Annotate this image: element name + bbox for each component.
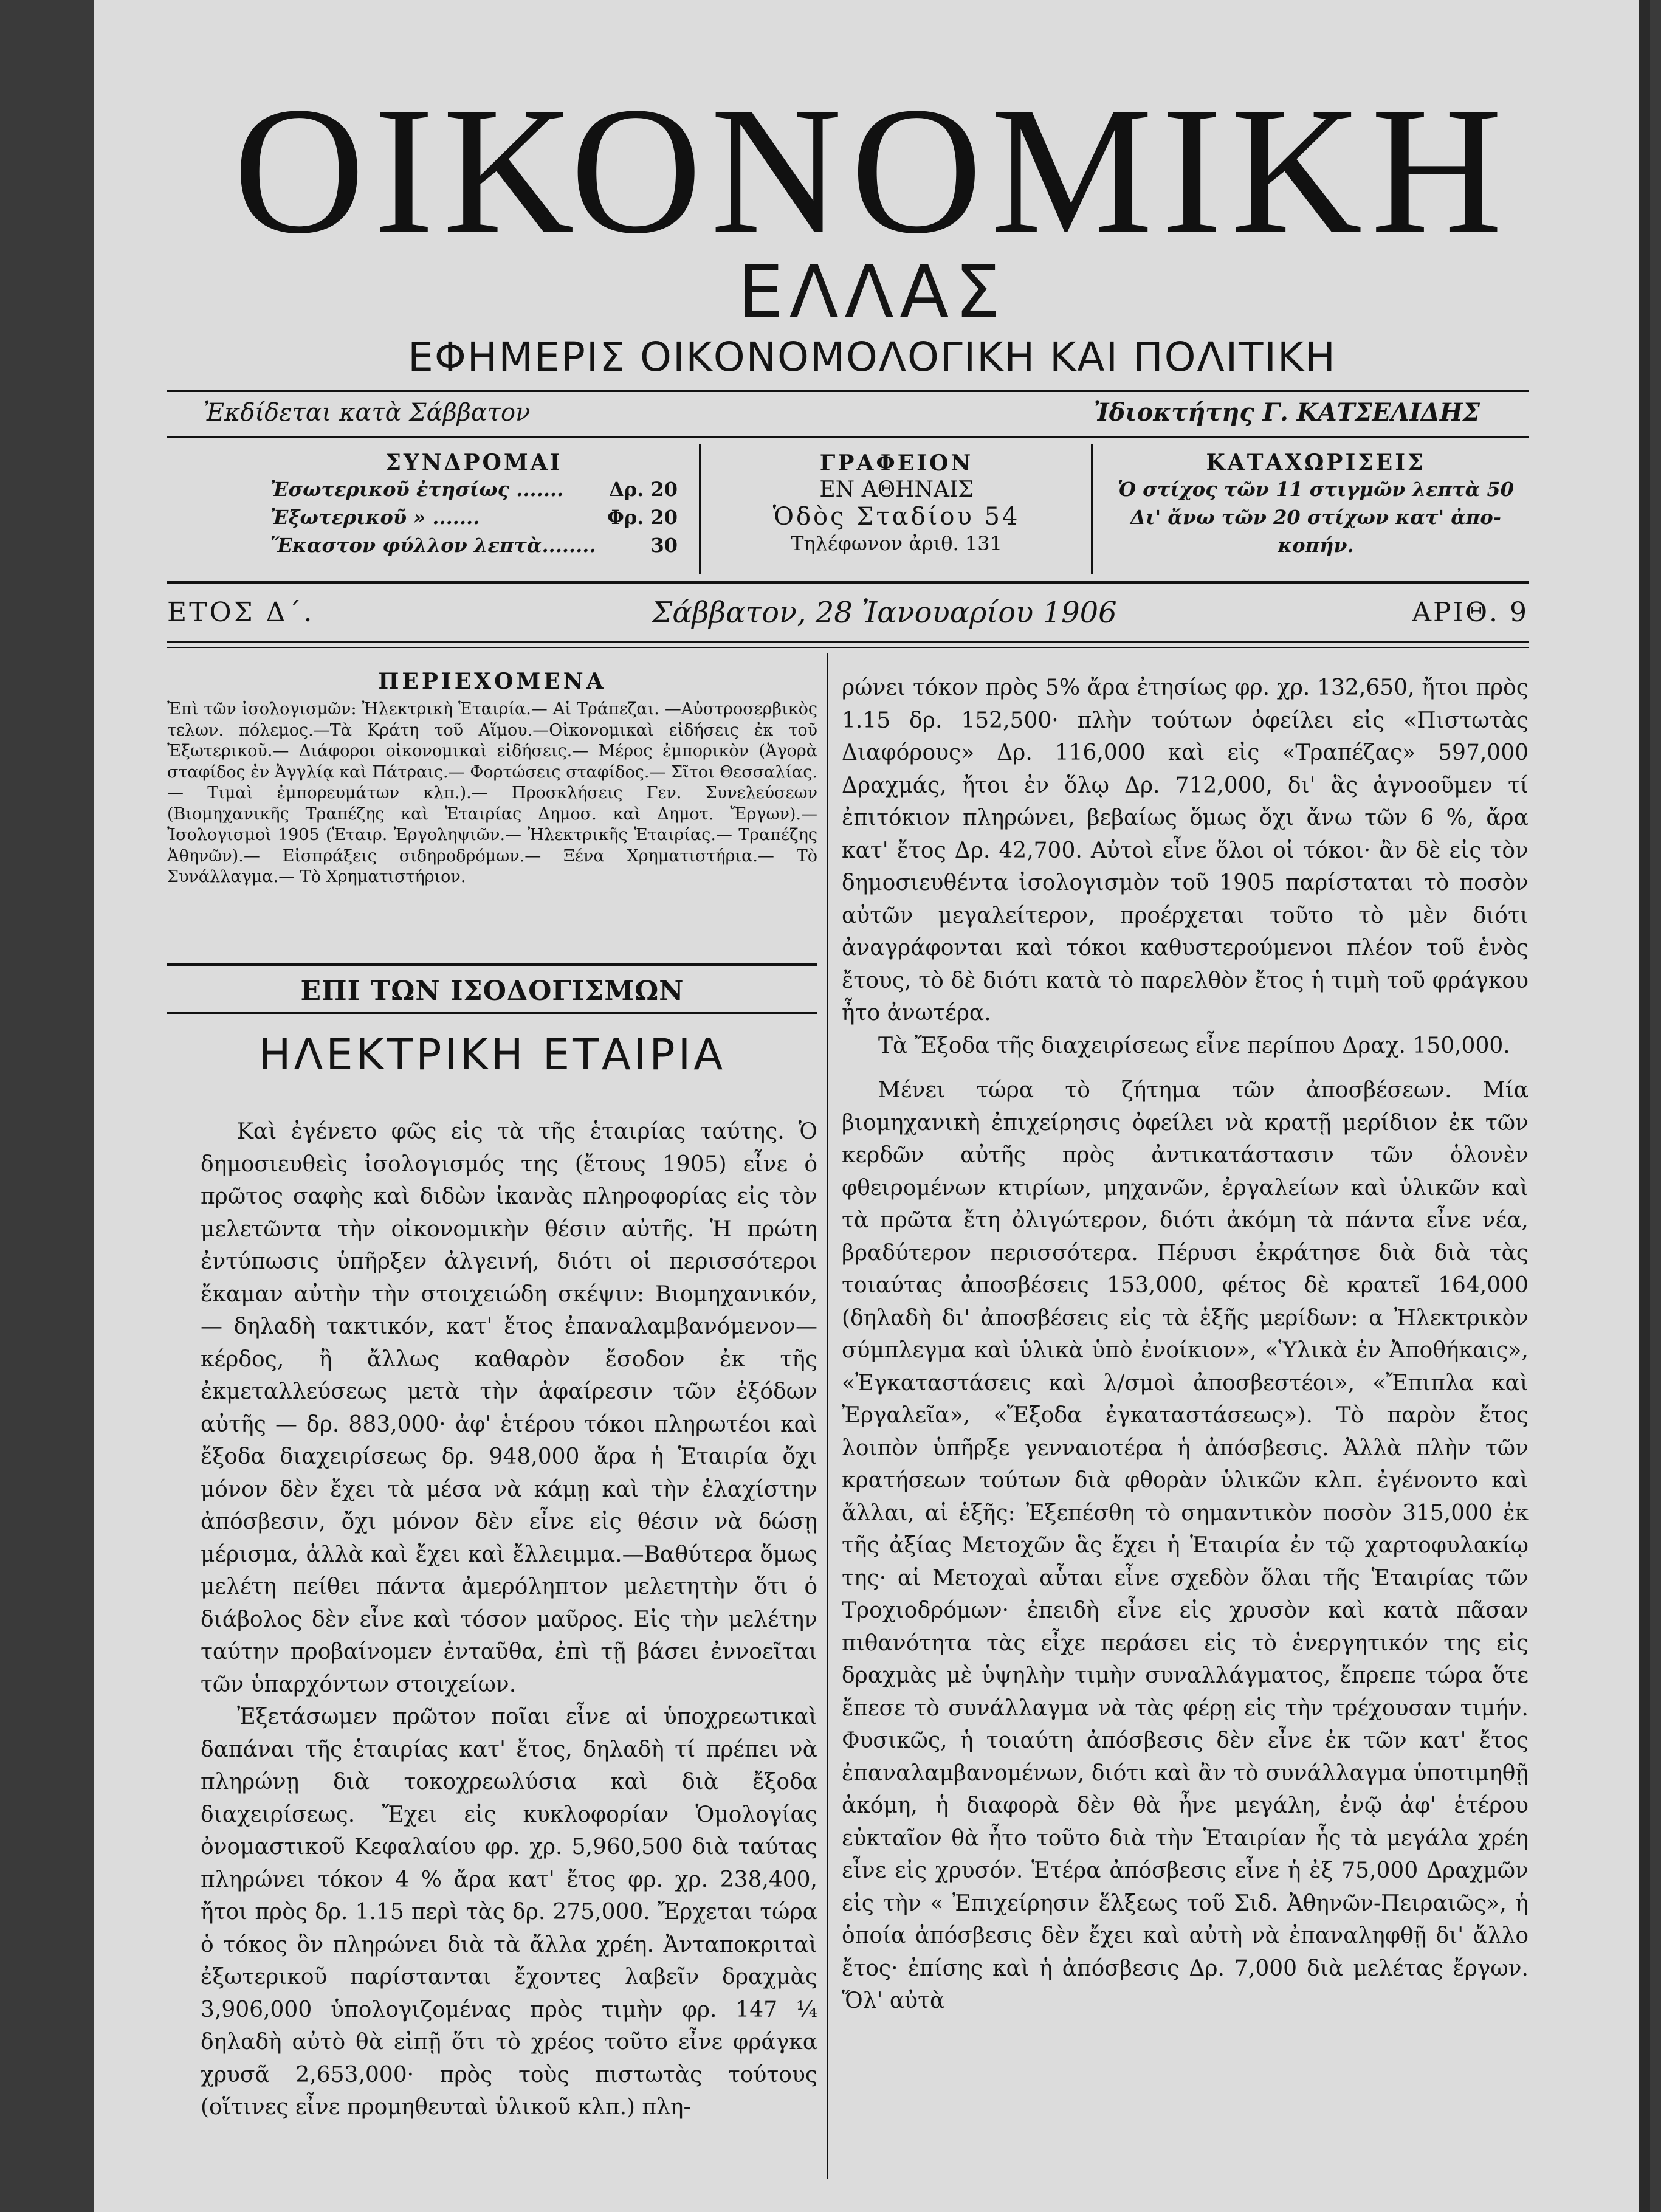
- office-city: ΕΝ ΑΘΗΝΑΙΣ: [819, 477, 974, 502]
- year-label: ΕΤΟΣ Δ΄.: [167, 597, 315, 628]
- owner-line: Ἰδιοκτήτης Γ. ΚΑΤΣΕΛΙΔΗΣ: [1093, 398, 1480, 427]
- header-rule: [167, 390, 1529, 392]
- article-paragraph: Τὰ Ἔξοδα τῆς διαχειρίσεως εἶνε περίπου Δραχ. 150,000.: [878, 1033, 1510, 1058]
- subscription-row: Ἕκαστον φύλλον λεπτὰ........ 30: [270, 534, 678, 557]
- info-divider: [699, 444, 701, 574]
- info-top-rule: [167, 436, 1529, 438]
- article-right-column: [842, 672, 1529, 2017]
- info-bottom-rule: [167, 581, 1529, 584]
- ads-line: Ὁ στίχος τῶν 11 στιγμῶν λεπτὰ 50: [1118, 478, 1514, 501]
- contents-text: Ἐπὶ τῶν ἰσολογισμῶν: Ἠλεκτρικὴ Ἑταιρία.— Αἱ Τράπεζαι. —Αὐστροσερβικὸς τελων. πόλεμος.—Τὰ Κράτη τοῦ Αἵμου.—Οἰκονομικαὶ εἰδήσεις ἐκ τοῦ Ἐξωτερικοῦ.— Διάφοροι οἰκονομικαὶ εἰδήσεις.— Μέρος ἐμπορικὸν (Ἀγορὰ σταφίδος ἐν Ἀγγλίᾳ καὶ Πάτραις.— Φορτώσεις σταφίδος.— Σῖτοι Θεσσαλίας.— Τιμαὶ ἐμπορευμάτων κλπ.).— Προσκλήσεις Γεν. Συνελεύσεων (Βιομηχανικῆς Τραπέζης καὶ Ἑταιρίας Δημοσ. καὶ Δημοτ. Ἔργων).— Ἰσολογισμοὶ 1905 (Ἑταιρ. Ἐργοληψιῶν.— Ἠλεκτρικῆς Ἑταιρίας.— Τραπέζης Ἀθηνῶν).— Εἰσπράξεις σιδηροδρόμων.— Ξένα Χρηματιστήρια.— Τὸ Συνάλλαγμα.— Τὸ Χρηματιστήριον.: [167, 700, 817, 886]
- article-paragraph: Μένει τώρα τὸ ζήτημα τῶν ἀποσβέσεων. Μία βιομηχανικὴ ἐπιχείρησις ὀφείλει νὰ κρατῇ μερίδιον ἐκ τῶν κερδῶν αὐτῆς πρὸς ἀντικατάστασιν τῶν ὁλονὲν φθειρομένων κτιρίων, μηχανῶν, ἐργαλείων καὶ ὑλικῶν καὶ τὰ πρῶτα ἔτη ὀλιγώτερον, διότι ἀκόμη τὰ πάντα εἶνε νέα, βραδύτερον περισσότερα. Πέρυσι ἐκράτησε διὰ διὰ τὰς τοιαύτας ἀποσβέσεις 153,000, φέτος δὲ κρατεῖ 164,000 (δηλαδὴ δι' ἀποσβέσεις εἰς τὰ ἑξῆς μερίδων: α Ἠλεκτρικὸν σύμπλεγμα καὶ ὑλικὰ ὑπὸ ἐνοίκιον», «Ὑλικὰ ἐν Ἀποθήκαις», «Ἐγκαταστάσεις καὶ λ/σμοὶ ἀποσβεστέοι», «Ἔπιπλα καὶ Ἐργαλεῖα», «Ἔξοδα ἐγκαταστάσεως»). Τὸ παρὸν ἔτος λοιπὸν ὑπῆρξε γενναιοτέρα ἡ ἀπόσβεσις. Ἀλλὰ πλὴν τῶν κρατήσεων τούτων διὰ φθορὰν ὑλικῶν κλπ. ἐγένοντο καὶ ἄλλαι, αἱ ἑξῆς: Ἐξεπέσθη τὸ σημαντικὸν ποσὸν 315,000 ἐκ τῆς ἀξίας Μετοχῶν ἃς ἔχει ἡ Ἑταιρία ἐν τῷ χαρτοφυλακίῳ της· αἱ Μετοχαὶ αὗται εἶνε σχεδὸν ὅλαι τῆς Ἑταιρίας τῶν Τροχιοδρόμων· ἐπειδὴ εἶνε εἰς χρυσὸν καὶ κατὰ πᾶσαν πιθανότητα τὰς εἶχε περάσει εἰς τὸ ἐνεργητικόν της εἰς δραχμὰς μὲ ὑψηλὴν τιμὴν συναλλάγματος, ἔπρεπε τώρα ὅτε ἔπεσε τὸ συνάλλαγμα νὰ τὰς φέρῃ εἰς τὴν τρέχουσαν τιμήν. Φυσικῶς, ἡ τοιαύτη ἀπόσβεσις δὲν εἶνε ἐκ τῶν κατ' ἔτος ἐπαναλαμβανομένων, διότι καὶ ἂν τὸ συνάλλαγμα ὑποτιμηθῇ ἀκόμη, ἡ διαφορὰ δὲν θὰ ἦνε μεγάλη, ἐνῷ ἀφ' ἑτέρου εὐκταῖον θὰ ἦτο τοῦτο διὰ τὴν Ἑταιρίαν ἧς τὰ μεγάλα χρέη εἶνε εἰς χρυσόν. Ἑτέρα ἀπόσβεσις εἶνε ἡ ἐξ 75,000 Δραχμῶν εἰς τὴν « Ἐπιχείρησιν ἕλξεως τοῦ Σιδ. Ἀθηνῶν-Πειραιῶς», ἡ ὁποία ἀπόσβεσις δὲν ἔχει καὶ αὐτὴ νὰ ἐπαναληφθῇ δι' ἄλλο ἔτος· ἐπίσης καὶ ἡ ἀπόσβεσις Δρ. 7,000 διὰ μελέτας ἔργων. Ὅλ' αὐτὰ: [842, 1078, 1529, 2013]
- article-kicker: ΕΠΙ ΤΩΝ ΙΣΟΔΟΓΙΣΜΩΝ: [300, 976, 684, 1007]
- ads-box: [1103, 450, 1529, 559]
- article-paragraph: ρώνει τόκον πρὸς 5% ἄρα ἐτησίως φρ. χρ. 132,650, ἤτοι πρὸς 1.15 δρ. 152,500· πλὴν τούτων ὀφείλει εἰς «Πιστωτὰς Διαφόρους» Δρ. 116,000 καὶ εἰς «Τραπέζας» 597,000 Δραχμάς, ἤτοι ἐν ὅλῳ Δρ. 712,000, δι' ἃς ἀγνοοῦμεν τί ἐπιτόκιον πληρώνει, βεβαίως ὅμως ὄχι ἄνω τῶν 6 %, ἄρα κατ' ἔτος Δρ. 42,700. Αὐτοὶ εἶνε ὅλοι οἱ τόκοι· ἂν δὲ εἰς τὸν δημοσιευθέντα ἰσολογισμὸν τοῦ 1905 παρίσταται τὸ ποσὸν αὐτῶν μεγαλείτερον, προέρχεται τοῦτο τὸ μὲν διότι ἀναγράφονται καὶ τόκοι καθυστερούμενοι πλέον τοῦ ἑνὸς ἔτους, τὸ δὲ διότι κατὰ τὸ παρελθὸν ἔτος ἡ τιμὴ τοῦ φράγκου ἦτο ἀνωτέρα.: [842, 675, 1529, 1025]
- article-paragraph: Ἐξετάσωμεν πρῶτον ποῖαι εἶνε αἱ ὑποχρεωτικαὶ δαπάναι τῆς ἑταιρίας κατ' ἔτος, δηλαδὴ τί πρέπει νὰ πληρώνῃ διὰ τοκοχρεωλύσια καὶ διὰ ἔξοδα διαχειρίσεως. Ἔχει εἰς κυκλοφορίαν Ὁμολογίας ὀνομαστικοῦ Κεφαλαίου φρ. χρ. 5,960,500 διὰ ταύτας πληρώνει τόκον 4 % ἄρα κατ' ἔτος φρ. χρ. 238,400, ἤτοι πρὸς δρ. 1.15 περὶ τὰς δρ. 275,000. Ἔρχεται τώρα ὁ τόκος ὃν πληρώνει διὰ τὰ ἄλλα χρέη. Ἀνταποκριταὶ ἐξωτερικοῦ παρίστανται ἔχοντες λαβεῖν δραχμὰς 3,906,000 ὑπολογιζομένας πρὸς τιμὴν φρ. 147 ¼ δηλαδὴ αὐτὸ θὰ εἰπῇ ὅτι τὸ χρέος τοῦτο εἶνε φράγκα χρυσᾶ 2,653,000· πρὸς τοὺς πιστωτὰς τούτους (οἵτινες εἶνε προμηθευταὶ ὑλικοῦ κλπ.) πλη-: [201, 1704, 817, 2120]
- contents-rule: [167, 963, 817, 966]
- page-edge: [1639, 0, 1650, 2212]
- article-headline: ΗΛΕΚΤΡΙΚΗ ΕΤΑΙΡΙΑ: [258, 1030, 726, 1080]
- office-street: Ὁδὸς Σταδίου 54: [772, 503, 1020, 531]
- ads-line: Δι' ἄνω τῶν 20 στίχων κατ' ἀπο-: [1130, 506, 1501, 529]
- subscription-row: Ἐξωτερικοῦ » ....... Φρ. 20: [270, 506, 678, 529]
- info-divider: [1091, 444, 1093, 574]
- contents-title: ΠΕΡΙΕΧΟΜΕΝΑ: [378, 669, 607, 694]
- article-left-column: [201, 1115, 817, 2124]
- article-paragraph: Καὶ ἐγένετο φῶς εἰς τὰ τῆς ἑταιρίας ταύτης. Ὁ δημοσιευθεὶς ἰσολογισμός της (ἔτους 1905) εἶνε ὁ πρῶτος σαφὴς καὶ διδὼν ἱκανὰς πληροφορίας εἰς τὸν μελετῶντα τὴν οἰκονομικὴν θέσιν αὐτῆς. Ἡ πρώτη ἐντύπωσις ὑπῆρξεν ἀλγεινή, διότι οἱ περισσότεροι ἔκαμαν αὐτὴν τὴν στοιχειώδη σκέψιν: Βιομηχανικόν,— δηλαδὴ τακτικόν, κατ' ἔτος ἐπαναλαμβανόμενον— κέρδος, ἢ ἄλλως καθαρὸν ἔσοδον ἐκ τῆς ἐκμεταλλεύσεως μετὰ τὴν ἀφαίρεσιν τῶν ἐξόδων αὐτῆς — δρ. 883,000· ἀφ' ἑτέρου τόκοι πληρωτέοι καὶ ἔξοδα διαχειρίσεως δρ. 948,000 ἄρα ἡ Ἑταιρία ὄχι μόνον δὲν ἔχει τὰ μέσα νὰ κάμῃ καὶ τὴν ἐλαχίστην ἀπόσβεσιν, ὄχι μόνον δὲν εἶνε εἰς θέσιν νὰ δώσῃ μέρισμα, ἀλλὰ καὶ ἔχει καὶ ἔλλειμμα.—Βαθύτερα ὅμως μελέτη πείθει πάντα ἀμερόληπτον μελετητὴν ὅτι ὁ διάβολος δὲν εἶνε καὶ τόσον μαῦρος. Εἰς τὴν μελέτην ταύτην προβαίνομεν ἐνταῦθα, ἐπὶ τῇ βάσει ἐννοεῖται τῶν ὑπαρχόντων στοιχείων.: [201, 1119, 817, 1697]
- ads-line: κοπήν.: [1278, 534, 1354, 557]
- dateline-rule-thin: [167, 647, 1529, 648]
- office-title: ΓΡΑΦΕΙΟΝ: [819, 450, 974, 476]
- newspaper-page: [94, 0, 1650, 2212]
- publication-schedule: Ἐκδίδεται κατὰ Σάββατον: [204, 399, 531, 427]
- subscriptions-box: [270, 450, 678, 559]
- office-box: [702, 450, 1091, 557]
- issue-date: Σάββατον, 28 Ἰανουαρίου 1906: [652, 596, 1117, 630]
- office-phone: Τηλέφωνον ἀριθ. 131: [791, 532, 1002, 555]
- column-divider: [827, 653, 828, 2179]
- masthead-title: ΟΙΚΟΝΟΜΙΚΗ: [233, 69, 1511, 271]
- ads-title: ΚΑΤΑΧΩΡΙΣΕΙΣ: [1206, 450, 1426, 475]
- issue-number: ΑΡΙΘ. 9: [1412, 597, 1529, 628]
- kicker-rule: [167, 1012, 817, 1014]
- subscription-row: Ἐσωτερικοῦ ἐτησίως ....... Δρ. 20: [270, 478, 678, 501]
- subscriptions-title: ΣΥΝΔΡΟΜΑΙ: [385, 450, 563, 475]
- masthead-subtitle: ΕΛΛΑΣ: [738, 250, 1006, 334]
- masthead-tagline: ΕΦΗΜΕΡΙΣ ΟΙΚΟΝΟΜΟΛΟΓΙΚΗ ΚΑΙ ΠΟΛΙΤΙΚΗ: [408, 334, 1336, 381]
- dateline-rule: [167, 641, 1529, 643]
